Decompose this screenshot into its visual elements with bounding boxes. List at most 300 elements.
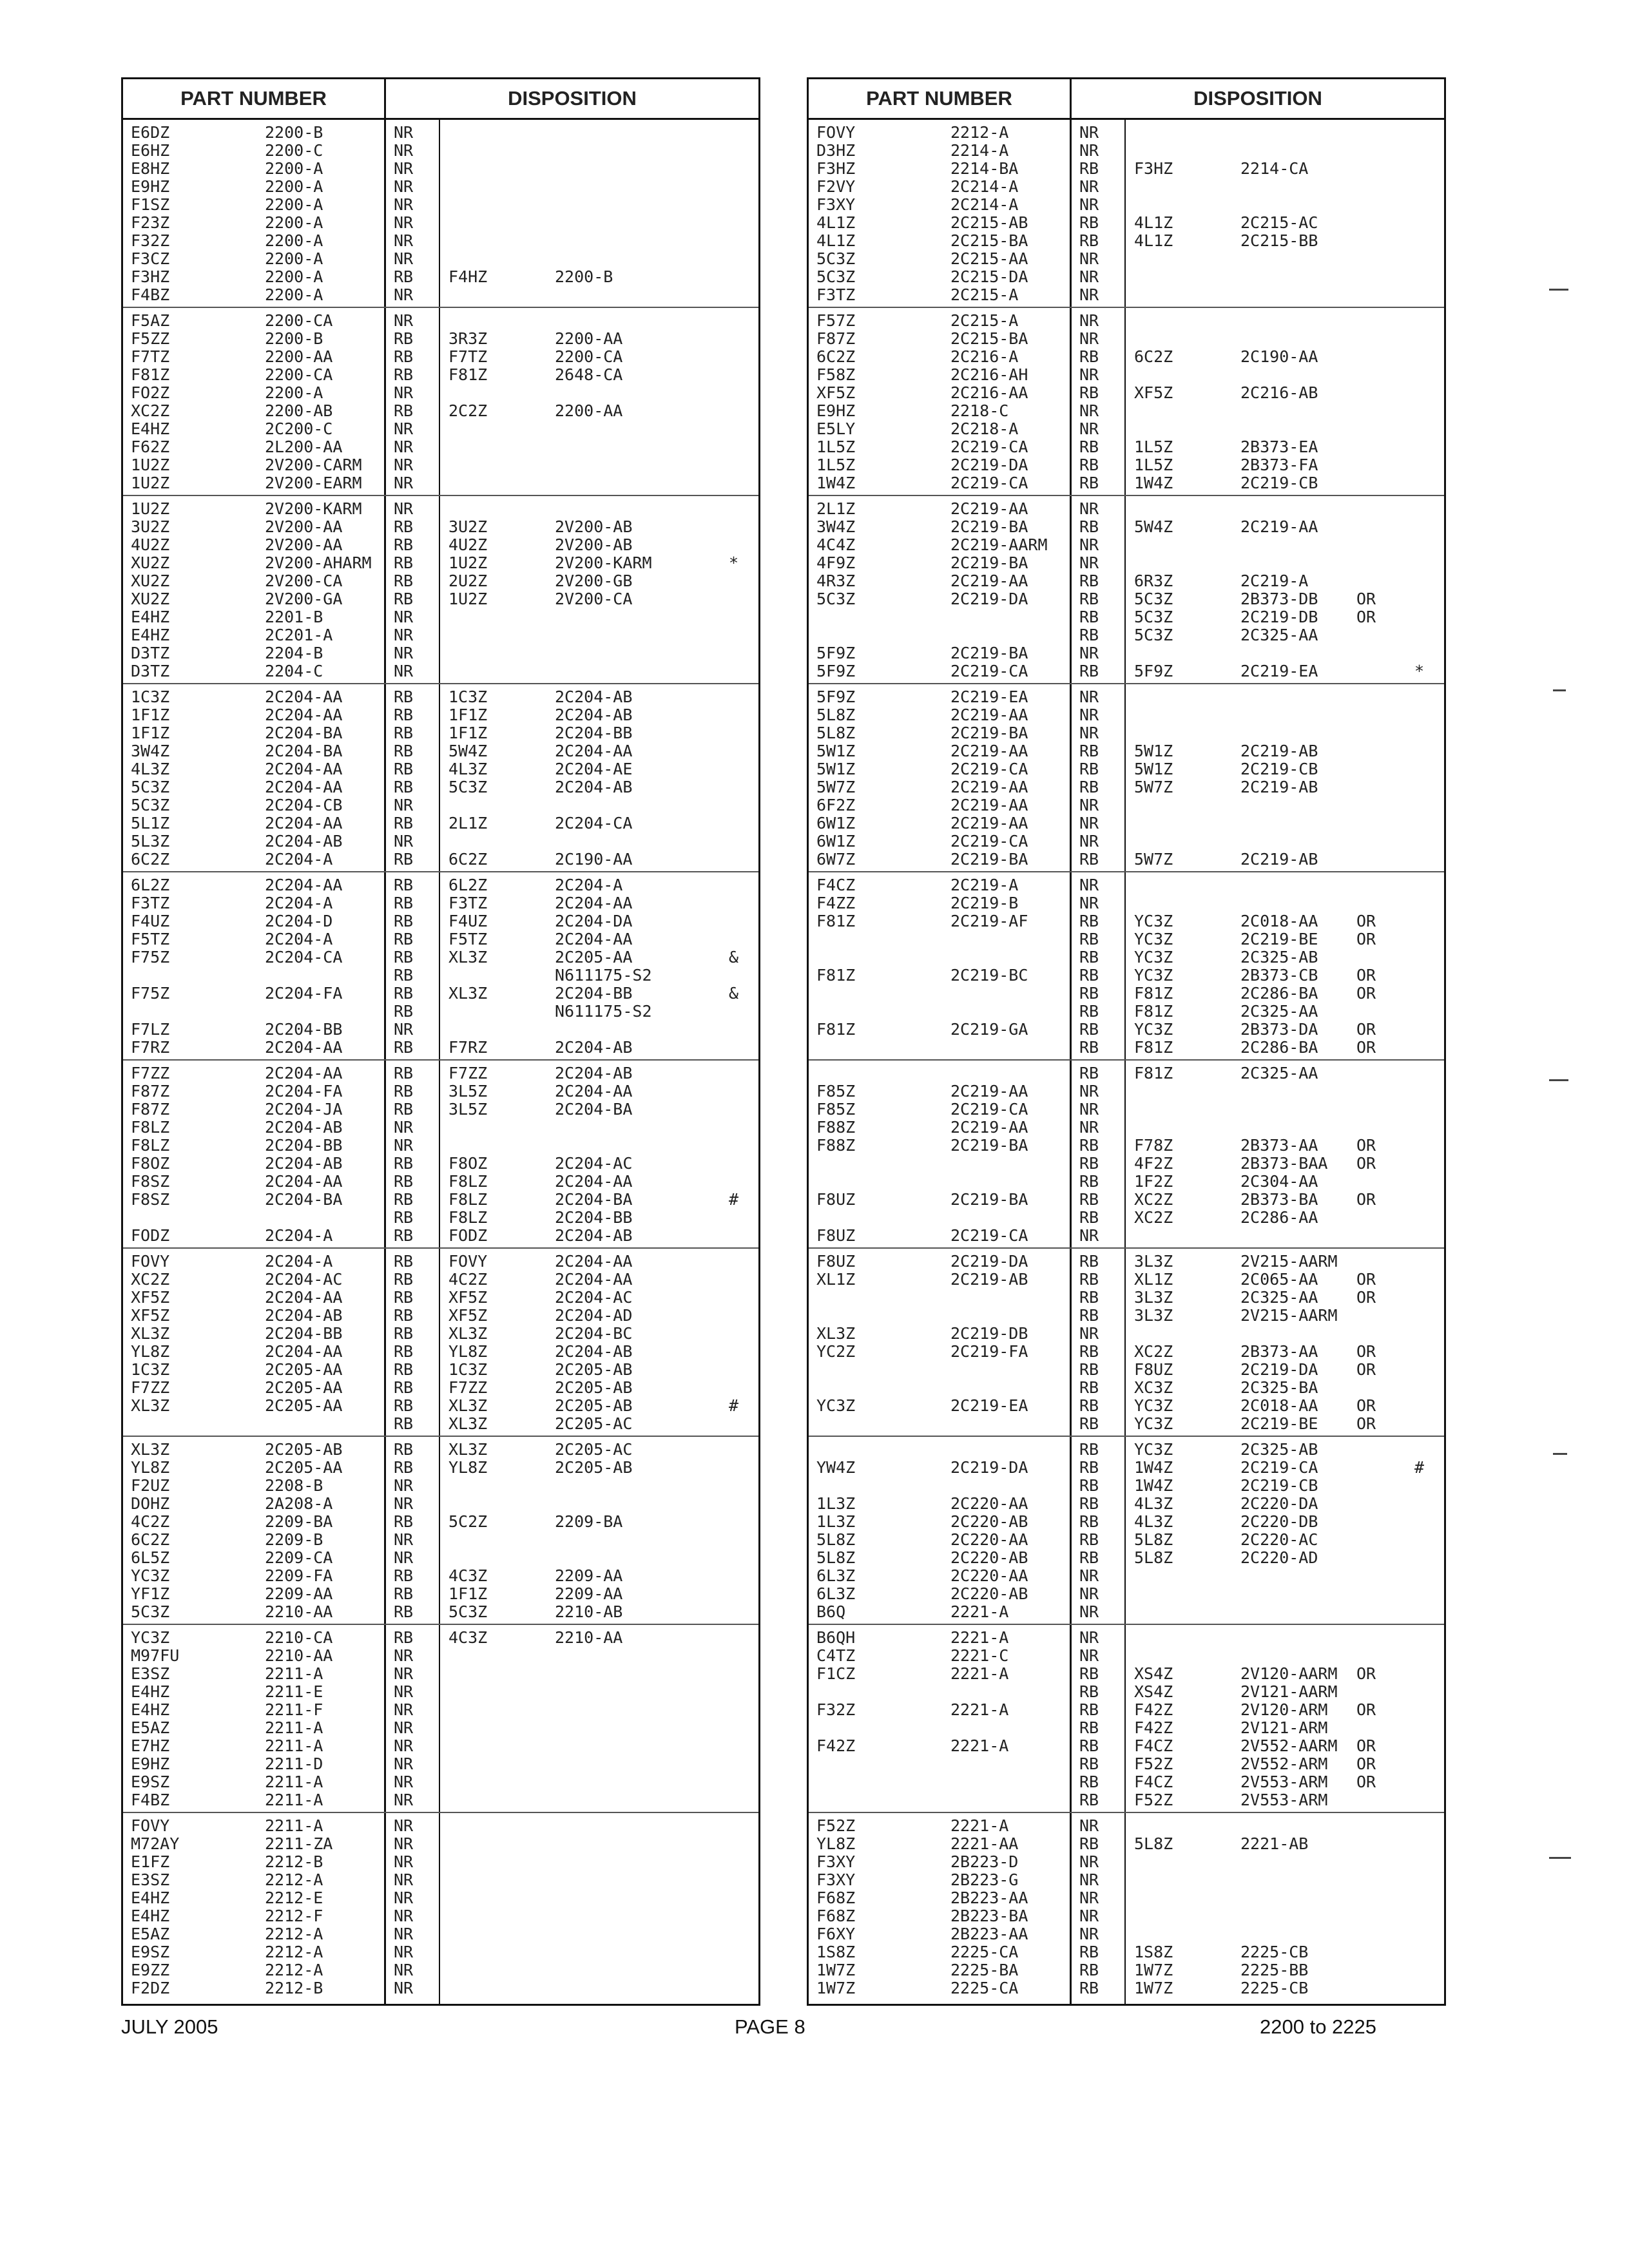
part-base: 2C201-A — [265, 626, 333, 644]
disposition-code: NR — [394, 1664, 414, 1683]
replacement-base: 2C219-A — [1240, 572, 1309, 590]
part-prefix: E3SZ — [131, 1870, 170, 1889]
table-row — [123, 1665, 758, 1683]
part-prefix: 1L5Z — [816, 437, 856, 456]
replacement-prefix: 5C3Z — [448, 1602, 488, 1621]
table-row — [809, 1064, 1444, 1082]
disposition-code: RB — [1079, 572, 1099, 590]
table-row — [809, 518, 1444, 536]
footer-part-range: 2200 to 2225 — [1260, 2015, 1377, 2038]
disposition-code: NR — [1079, 365, 1099, 384]
replacement-prefix: 3L3Z — [1134, 1252, 1173, 1271]
table-row — [123, 1343, 758, 1361]
part-prefix: XC2Z — [131, 401, 170, 420]
part-base: 2200-AB — [265, 401, 333, 420]
table-row — [123, 250, 758, 268]
table-row — [123, 1585, 758, 1603]
part-prefix: 1L5Z — [816, 456, 856, 474]
part-base: 2C204-BA — [265, 1190, 343, 1209]
table-row — [809, 1871, 1444, 1889]
part-base: 2C215-AA — [950, 249, 1028, 268]
replacement-prefix: F7TZ — [448, 347, 488, 366]
disposition-code: NR — [394, 1476, 414, 1495]
disposition-code: RB — [1079, 1476, 1099, 1495]
table-group — [809, 1813, 1444, 2001]
disposition-code: NR — [394, 644, 414, 662]
part-base: 2C219-CA — [950, 662, 1028, 680]
replacement-prefix: FOVY — [448, 1252, 488, 1271]
part-base: 2211-A — [265, 1791, 323, 1809]
margin-mark — [1553, 1453, 1567, 1455]
disposition-code: RB — [1079, 456, 1099, 474]
part-base: 2C219-BA — [950, 724, 1028, 742]
table-row — [123, 1253, 758, 1271]
disposition-code: RB — [394, 966, 414, 985]
part-base: 2C215-BA — [950, 329, 1028, 348]
part-base: 2212-A — [950, 123, 1009, 142]
replacement-base: 2V200-AB — [555, 535, 633, 554]
replacement-base: 2C219-BE — [1240, 1414, 1318, 1433]
table-row — [123, 536, 758, 554]
part-base: 2201-B — [265, 608, 323, 626]
table-row — [123, 312, 758, 330]
replacement-base: 2B373-DB — [1240, 590, 1318, 608]
disposition-code: RB — [1079, 912, 1099, 930]
table-row — [809, 1979, 1444, 1997]
part-base: 2C219-DA — [950, 1458, 1028, 1477]
part-prefix: F62Z — [131, 437, 170, 456]
replacement-prefix: 4L3Z — [448, 760, 488, 778]
part-prefix: F2UZ — [131, 1476, 170, 1495]
table-row — [809, 1889, 1444, 1907]
part-base: 2C205-AB — [265, 1440, 343, 1459]
replacement-prefix: XF5Z — [1134, 383, 1173, 402]
part-base: 2200-CA — [265, 365, 333, 384]
disposition-code: NR — [1079, 1584, 1099, 1603]
table-row — [809, 1343, 1444, 1361]
part-base: 2C219-CA — [950, 832, 1028, 850]
note-mark: OR — [1356, 930, 1376, 948]
part-base: 2C219-DA — [950, 590, 1028, 608]
part-prefix: E4HZ — [131, 1888, 170, 1907]
replacement-prefix: F7ZZ — [448, 1064, 488, 1082]
disposition-code: NR — [394, 213, 414, 232]
part-prefix: F7ZZ — [131, 1378, 170, 1397]
part-prefix: F42Z — [816, 1736, 856, 1755]
replacement-prefix: 4L1Z — [1134, 231, 1173, 250]
part-base: 2C219-A — [950, 876, 1019, 894]
table-row — [809, 876, 1444, 894]
part-base: 2C204-CA — [265, 948, 343, 966]
disposition-code: NR — [1079, 1602, 1099, 1621]
replacement-base: 2C190-AA — [555, 850, 633, 869]
table-row — [809, 1271, 1444, 1289]
table-row — [809, 1943, 1444, 1961]
disposition-code: RB — [1079, 1943, 1099, 1961]
part-base: 2212-E — [265, 1888, 323, 1907]
disposition-code: RB — [1079, 1378, 1099, 1397]
table-row — [809, 384, 1444, 402]
table-row — [123, 1064, 758, 1082]
part-prefix: XL3Z — [131, 1396, 170, 1415]
part-base: 2C219-EA — [950, 687, 1028, 706]
part-base: 2218-C — [950, 401, 1009, 420]
replacement-prefix: FODZ — [448, 1226, 488, 1245]
table-row — [123, 1379, 758, 1397]
part-prefix: 4F9Z — [816, 553, 856, 572]
table-row — [123, 1100, 758, 1119]
table-row — [123, 572, 758, 590]
note-mark: OR — [1356, 608, 1376, 626]
replacement-prefix: XF5Z — [448, 1306, 488, 1325]
part-prefix: F8SZ — [131, 1190, 170, 1209]
replacement-prefix: 2C2Z — [448, 401, 488, 420]
replacement-prefix: XC2Z — [1134, 1190, 1173, 1209]
table-row — [809, 366, 1444, 384]
part-prefix: 5W7Z — [816, 778, 856, 796]
table-row — [123, 1961, 758, 1979]
part-base: 2C219-EA — [950, 1396, 1028, 1415]
part-base: 2C204-AA — [265, 1064, 343, 1082]
part-prefix: E9SZ — [131, 1773, 170, 1791]
table-group — [809, 496, 1444, 684]
part-base: 2C205-AA — [265, 1396, 343, 1415]
part-base: 2C204-AB — [265, 832, 343, 850]
part-base: 2C204-AB — [265, 1306, 343, 1325]
replacement-prefix: 3L3Z — [1134, 1288, 1173, 1307]
table-row — [809, 1513, 1444, 1531]
table-row — [123, 1021, 758, 1039]
part-base: 2210-AA — [265, 1646, 333, 1665]
part-prefix: 6L3Z — [816, 1566, 856, 1585]
table-row — [123, 688, 758, 706]
table-row — [123, 232, 758, 250]
note-mark: OR — [1356, 1396, 1376, 1415]
replacement-base: 2C204-AC — [555, 1154, 633, 1173]
table-group — [809, 872, 1444, 1061]
table-row — [809, 402, 1444, 420]
disposition-code: RB — [394, 365, 414, 384]
disposition-code: NR — [1079, 876, 1099, 894]
disposition-code: RB — [394, 1306, 414, 1325]
part-base: 2V200-KARM — [265, 499, 362, 518]
part-base: 2C219-CA — [950, 760, 1028, 778]
disposition-code: RB — [1079, 1002, 1099, 1021]
replacement-base: 2C204-AB — [555, 1226, 633, 1245]
table-row — [123, 456, 758, 474]
replacement-prefix: XC3Z — [1134, 1378, 1173, 1397]
table-row — [809, 1441, 1444, 1459]
replacement-base: N611175-S2 — [555, 1002, 652, 1021]
replacement-base: 2209-BA — [555, 1512, 623, 1531]
replacement-prefix: XC2Z — [1134, 1208, 1173, 1227]
replacement-prefix: 4L3Z — [1134, 1494, 1173, 1513]
part-prefix: 5C3Z — [816, 590, 856, 608]
footer-date: JULY 2005 — [121, 2015, 218, 2038]
replacement-base: 2V200-CA — [555, 590, 633, 608]
replacement-prefix: XL3Z — [448, 948, 488, 966]
part-base: 2C219-BA — [950, 553, 1028, 572]
disposition-code: NR — [394, 1682, 414, 1701]
part-base: 2212-A — [265, 1925, 323, 1943]
table-row — [123, 1719, 758, 1737]
replacement-base: 2C325-AA — [1240, 1288, 1318, 1307]
replacement-base: 2C325-BA — [1240, 1378, 1318, 1397]
table-row — [123, 1871, 758, 1889]
part-base: 2V200-AHARM — [265, 553, 372, 572]
part-base: 2C220-AA — [950, 1566, 1028, 1585]
part-base: 2209-BA — [265, 1512, 333, 1531]
replacement-prefix: 5C2Z — [448, 1512, 488, 1531]
part-prefix: 5L8Z — [816, 706, 856, 724]
replacement-base: 2C325-AA — [1240, 626, 1318, 644]
table-row — [123, 796, 758, 814]
part-prefix: 4L3Z — [131, 760, 170, 778]
part-prefix: F8UZ — [816, 1226, 856, 1245]
part-base: 2221-A — [950, 1664, 1009, 1683]
part-prefix: 3W4Z — [131, 742, 170, 760]
table-row — [809, 912, 1444, 930]
part-prefix: F5TZ — [131, 930, 170, 948]
part-prefix: 1W4Z — [816, 474, 856, 492]
part-prefix: F7TZ — [131, 347, 170, 366]
part-prefix: F4BZ — [131, 1791, 170, 1809]
part-prefix: 1L3Z — [816, 1512, 856, 1531]
footer-page-number: PAGE 8 — [735, 2015, 805, 2038]
disposition-code: NR — [394, 159, 414, 178]
disposition-code: NR — [1079, 1566, 1099, 1585]
part-prefix: YL8Z — [131, 1458, 170, 1477]
part-base: 2C216-A — [950, 347, 1019, 366]
replacement-base: 2225-CB — [1240, 1943, 1309, 1961]
part-base: 2C219-AARM — [950, 535, 1048, 554]
disposition-code: RB — [1079, 1791, 1099, 1809]
table-row — [123, 985, 758, 1003]
table-row — [123, 348, 758, 366]
replacement-base: 2B373-AA — [1240, 1136, 1318, 1155]
part-prefix: F87Z — [816, 329, 856, 348]
table-row — [809, 1082, 1444, 1100]
part-prefix: F3TZ — [816, 285, 856, 304]
disposition-code: RB — [1079, 383, 1099, 402]
part-base: 2214-A — [950, 141, 1009, 160]
table-row — [123, 876, 758, 894]
disposition-code: NR — [394, 608, 414, 626]
disposition-code: RB — [1079, 1190, 1099, 1209]
replacement-prefix: YC3Z — [1134, 930, 1173, 948]
part-base: 2C204-A — [265, 894, 333, 912]
part-base: 2C219-DA — [950, 456, 1028, 474]
part-prefix: E4HZ — [131, 1907, 170, 1925]
table-row — [809, 724, 1444, 742]
replacement-prefix: 1C3Z — [448, 1360, 488, 1379]
table-row — [123, 644, 758, 662]
table-row — [123, 1191, 758, 1209]
part-base: 2C204-AA — [265, 814, 343, 832]
part-base: 2211-A — [265, 1816, 323, 1835]
table-row — [809, 1119, 1444, 1137]
part-prefix: F4CZ — [816, 876, 856, 894]
table-row — [809, 500, 1444, 518]
replacement-prefix: 1W7Z — [1134, 1979, 1173, 1997]
disposition-code: RB — [1079, 1773, 1099, 1791]
part-prefix: 1U2Z — [131, 499, 170, 518]
replacement-prefix: XS4Z — [1134, 1664, 1173, 1683]
disposition-header: DISPOSITION — [1193, 87, 1322, 110]
disposition-code: RB — [394, 517, 414, 536]
part-prefix: F32Z — [816, 1700, 856, 1719]
part-base: 2C219-BA — [950, 1190, 1028, 1209]
table-row — [809, 1415, 1444, 1433]
replacement-prefix: F4CZ — [1134, 1736, 1173, 1755]
part-base: 2C220-AA — [950, 1530, 1028, 1549]
disposition-code: NR — [394, 1907, 414, 1925]
table-row — [123, 1817, 758, 1835]
replacement-prefix: 5L8Z — [1134, 1834, 1173, 1853]
table-row — [809, 688, 1444, 706]
disposition-code: RB — [1079, 1682, 1099, 1701]
table-row — [809, 1585, 1444, 1603]
disposition-code: NR — [1079, 329, 1099, 348]
part-prefix: 4L1Z — [816, 213, 856, 232]
disposition-code: RB — [394, 553, 414, 572]
disposition-code: RB — [1079, 1252, 1099, 1271]
part-prefix: 4L1Z — [816, 231, 856, 250]
part-base: 2V200-GA — [265, 590, 343, 608]
replacement-prefix: 1L5Z — [1134, 437, 1173, 456]
part-base: 2200-A — [265, 177, 323, 196]
table-group — [123, 1061, 758, 1249]
disposition-code: NR — [394, 437, 414, 456]
replacement-base: 2214-CA — [1240, 159, 1309, 178]
replacement-prefix: XL3Z — [448, 984, 488, 1003]
part-base: 2211-D — [265, 1754, 323, 1773]
replacement-base: 2B373-BA — [1240, 1190, 1318, 1209]
table-group — [123, 872, 758, 1061]
replacement-base: 2C219-BE — [1240, 930, 1318, 948]
table-row — [809, 1665, 1444, 1683]
replacement-prefix: 1F1Z — [448, 706, 488, 724]
disposition-code: RB — [394, 1566, 414, 1585]
part-base: 2C214-A — [950, 177, 1019, 196]
replacement-base: 2648-CA — [555, 365, 623, 384]
part-prefix: 1L3Z — [816, 1494, 856, 1513]
table-row — [809, 644, 1444, 662]
replacement-prefix: YC3Z — [1134, 1020, 1173, 1039]
part-base: 2200-A — [265, 383, 323, 402]
part-prefix: E6DZ — [131, 123, 170, 142]
table-row — [809, 626, 1444, 644]
table-group — [123, 1625, 758, 1813]
disposition-code: RB — [1079, 231, 1099, 250]
part-base: 2200-CA — [265, 311, 333, 330]
table-row — [123, 814, 758, 832]
replacement-prefix: F4CZ — [1134, 1773, 1173, 1791]
table-group — [809, 1625, 1444, 1813]
table-row — [123, 742, 758, 760]
table-row — [123, 384, 758, 402]
table-row — [809, 1683, 1444, 1701]
replacement-base: 2C205-AC — [555, 1440, 633, 1459]
part-prefix: F87Z — [131, 1100, 170, 1119]
part-prefix: F7ZZ — [131, 1064, 170, 1082]
table-header — [123, 79, 758, 120]
replacement-prefix: F8LZ — [448, 1208, 488, 1227]
disposition-code: NR — [1079, 285, 1099, 304]
part-base: 2211-A — [265, 1736, 323, 1755]
part-base: 2200-C — [265, 141, 323, 160]
table-row — [123, 1361, 758, 1379]
disposition-code: NR — [394, 1494, 414, 1513]
table-row — [123, 706, 758, 724]
disposition-code: NR — [394, 249, 414, 268]
part-prefix: F75Z — [131, 984, 170, 1003]
replacement-prefix: 5C3Z — [1134, 608, 1173, 626]
replacement-prefix: YC3Z — [1134, 912, 1173, 930]
replacement-prefix: 5C3Z — [1134, 590, 1173, 608]
disposition-code: NR — [394, 662, 414, 680]
disposition-code: NR — [1079, 814, 1099, 832]
note-mark: OR — [1356, 1288, 1376, 1307]
part-prefix: XC2Z — [131, 1270, 170, 1289]
table-row — [809, 1361, 1444, 1379]
part-base: 2C219-AA — [950, 778, 1028, 796]
replacement-base: 2C204-BC — [555, 1324, 633, 1343]
part-base: 2212-A — [265, 1943, 323, 1961]
note-mark: OR — [1356, 1190, 1376, 1209]
replacement-base: 2B373-AA — [1240, 1342, 1318, 1361]
part-prefix: 1W7Z — [816, 1961, 856, 1979]
table-row — [123, 1853, 758, 1871]
part-prefix: F52Z — [816, 1816, 856, 1835]
part-prefix: F2DZ — [131, 1979, 170, 1997]
part-base: 2204-C — [265, 662, 323, 680]
margin-mark — [1549, 1079, 1568, 1081]
replacement-base: 2C205-AC — [555, 1414, 633, 1433]
replacement-prefix: 5W4Z — [448, 742, 488, 760]
replacement-base: 2C219-AB — [1240, 850, 1318, 869]
table-row — [809, 814, 1444, 832]
disposition-code: NR — [394, 1754, 414, 1773]
part-base: 2C204-CB — [265, 796, 343, 814]
disposition-code: NR — [394, 1852, 414, 1871]
note-mark: OR — [1356, 1342, 1376, 1361]
part-base: 2C219-CA — [950, 1100, 1028, 1119]
replacement-prefix: XC2Z — [1134, 1342, 1173, 1361]
disposition-code: RB — [394, 930, 414, 948]
part-prefix: F8LZ — [131, 1118, 170, 1137]
table-row — [809, 948, 1444, 966]
part-prefix: F8UZ — [816, 1190, 856, 1209]
disposition-code: RB — [1079, 662, 1099, 680]
part-prefix: F4UZ — [131, 912, 170, 930]
replacement-prefix: XL3Z — [448, 1324, 488, 1343]
part-prefix: E4HZ — [131, 1682, 170, 1701]
part-base: 2C204-JA — [265, 1100, 343, 1119]
part-prefix: F8SZ — [131, 1172, 170, 1191]
replacement-base: 2C204-AB — [555, 1038, 633, 1057]
table-row — [809, 196, 1444, 214]
replacement-base: 2C204-AB — [555, 706, 633, 724]
replacement-base: 2V200-GB — [555, 572, 633, 590]
table-row — [123, 1925, 758, 1943]
replacement-base: 2V120-ARM — [1240, 1700, 1328, 1719]
table-row — [809, 438, 1444, 456]
replacement-prefix: 4F2Z — [1134, 1154, 1173, 1173]
part-prefix: F8UZ — [816, 1252, 856, 1271]
disposition-code: RB — [394, 1414, 414, 1433]
replacement-prefix: 1U2Z — [448, 590, 488, 608]
